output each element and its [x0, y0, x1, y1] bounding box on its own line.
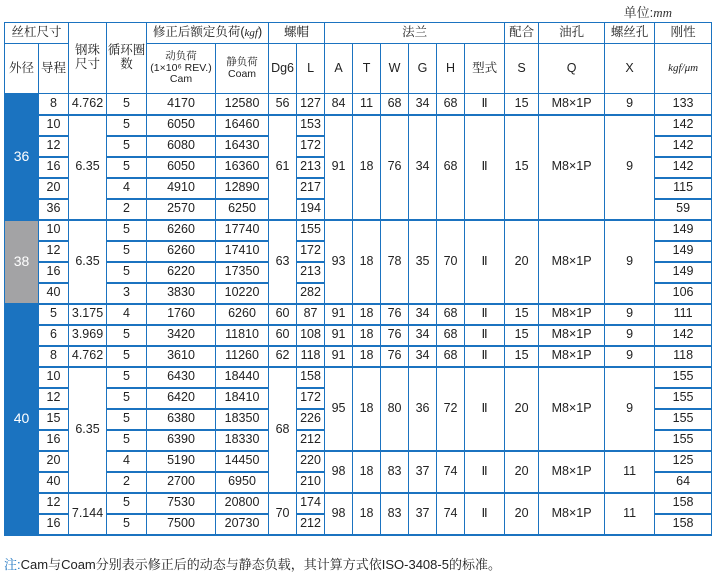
coam-cell: 20730 — [216, 514, 269, 535]
circuits-cell: 5 — [107, 157, 147, 178]
table-row — [5, 220, 712, 241]
lead-cell: 12 — [39, 493, 69, 514]
A-cell: 91 — [325, 346, 353, 367]
circuits-cell: 5 — [107, 430, 147, 451]
table-row — [5, 493, 712, 514]
L-cell: 155 — [297, 220, 325, 241]
lead-cell: 15 — [39, 409, 69, 430]
cam-cell: 7530 — [147, 493, 216, 514]
W-cell: 78 — [381, 220, 409, 304]
L-cell: 220 — [297, 451, 325, 472]
type-cell: Ⅱ — [465, 94, 505, 115]
Q-cell: M8×1P — [539, 346, 605, 367]
type-cell: Ⅱ — [465, 304, 505, 325]
coam-cell: 16460 — [216, 115, 269, 136]
H-cell: 68 — [437, 304, 465, 325]
X-cell: 9 — [605, 220, 655, 304]
dg6-cell: 61 — [269, 115, 297, 220]
header-T: T — [353, 44, 381, 94]
lead-cell: 10 — [39, 115, 69, 136]
coam-cell: 17350 — [216, 262, 269, 283]
header-W: W — [381, 44, 409, 94]
circuits-cell: 5 — [107, 220, 147, 241]
type-cell: Ⅱ — [465, 346, 505, 367]
A-cell: 95 — [325, 367, 353, 451]
outer-dia-cell: 40 — [5, 304, 39, 535]
coam-cell: 14450 — [216, 451, 269, 472]
L-cell: 210 — [297, 472, 325, 493]
S-cell: 15 — [505, 304, 539, 325]
header-X: X — [605, 44, 655, 94]
stiffness-cell: 155 — [655, 367, 712, 388]
header-flange: 法兰 — [325, 23, 505, 44]
header-lead: 导程 — [39, 44, 69, 94]
circuits-cell: 2 — [107, 199, 147, 220]
header-stiffness: 刚性 — [655, 23, 712, 44]
circuits-cell: 5 — [107, 346, 147, 367]
circuits-cell: 5 — [107, 136, 147, 157]
ball-cell: 3.969 — [69, 325, 107, 346]
table-row — [5, 304, 712, 325]
W-cell: 80 — [381, 367, 409, 451]
spec-table — [4, 22, 712, 536]
T-cell: 18 — [353, 220, 381, 304]
X-cell: 9 — [605, 325, 655, 346]
H-cell: 70 — [437, 220, 465, 304]
cam-cell: 6080 — [147, 136, 216, 157]
ball-cell: 6.35 — [69, 367, 107, 493]
header-S: S — [505, 44, 539, 94]
L-cell: 217 — [297, 178, 325, 199]
stiffness-cell: 115 — [655, 178, 712, 199]
Q-cell: M8×1P — [539, 304, 605, 325]
cam-cell: 3420 — [147, 325, 216, 346]
coam-cell: 18330 — [216, 430, 269, 451]
W-cell: 76 — [381, 115, 409, 220]
stiffness-cell: 59 — [655, 199, 712, 220]
cam-cell: 1760 — [147, 304, 216, 325]
type-cell: Ⅱ — [465, 493, 505, 535]
dg6-cell: 63 — [269, 220, 297, 304]
T-cell: 18 — [353, 493, 381, 535]
L-cell: 282 — [297, 283, 325, 304]
cam-cell: 4910 — [147, 178, 216, 199]
ball-cell: 4.762 — [69, 94, 107, 115]
header-dg6: Dg6 — [269, 44, 297, 94]
T-cell: 18 — [353, 325, 381, 346]
L-cell: 87 — [297, 304, 325, 325]
cam-cell: 7500 — [147, 514, 216, 535]
H-cell: 68 — [437, 325, 465, 346]
stiffness-cell: 149 — [655, 262, 712, 283]
Q-cell: M8×1P — [539, 367, 605, 451]
T-cell: 11 — [353, 94, 381, 115]
coam-cell: 18410 — [216, 388, 269, 409]
cam-cell: 6260 — [147, 220, 216, 241]
cam-cell: 6380 — [147, 409, 216, 430]
table-row — [5, 346, 712, 367]
lead-cell: 16 — [39, 157, 69, 178]
circuits-cell: 5 — [107, 325, 147, 346]
S-cell: 20 — [505, 493, 539, 535]
cam-cell: 6220 — [147, 262, 216, 283]
circuits-cell: 4 — [107, 304, 147, 325]
stiffness-cell: 106 — [655, 283, 712, 304]
stiffness-cell: 155 — [655, 388, 712, 409]
S-cell: 20 — [505, 451, 539, 493]
cam-cell: 6260 — [147, 241, 216, 262]
circuits-cell: 3 — [107, 283, 147, 304]
W-cell: 83 — [381, 451, 409, 493]
stiffness-cell: 142 — [655, 157, 712, 178]
cam-cell: 4170 — [147, 94, 216, 115]
table-row — [5, 451, 712, 472]
header-G: G — [409, 44, 437, 94]
lead-cell: 10 — [39, 367, 69, 388]
lead-cell: 20 — [39, 451, 69, 472]
X-cell: 9 — [605, 115, 655, 220]
table-row — [5, 115, 712, 136]
L-cell: 172 — [297, 136, 325, 157]
L-cell: 213 — [297, 157, 325, 178]
S-cell: 20 — [505, 220, 539, 304]
stiffness-cell: 149 — [655, 220, 712, 241]
circuits-cell: 5 — [107, 514, 147, 535]
header-outer-dia: 外径 — [5, 44, 39, 94]
stiffness-cell: 155 — [655, 430, 712, 451]
coam-cell: 12890 — [216, 178, 269, 199]
header-fit: 配合 — [505, 23, 539, 44]
L-cell: 158 — [297, 367, 325, 388]
X-cell: 11 — [605, 451, 655, 493]
outer-dia-cell: 38 — [5, 220, 39, 304]
dg6-cell: 60 — [269, 304, 297, 325]
W-cell: 76 — [381, 325, 409, 346]
ball-cell: 7.144 — [69, 493, 107, 535]
T-cell: 18 — [353, 346, 381, 367]
circuits-cell: 5 — [107, 409, 147, 430]
header-circuits: 循环圈数 — [107, 23, 147, 94]
lead-cell: 40 — [39, 283, 69, 304]
coam-cell: 11810 — [216, 325, 269, 346]
lead-cell: 40 — [39, 472, 69, 493]
circuits-cell: 5 — [107, 262, 147, 283]
cam-cell: 6050 — [147, 115, 216, 136]
cam-cell: 2700 — [147, 472, 216, 493]
W-cell: 76 — [381, 304, 409, 325]
type-cell: Ⅱ — [465, 325, 505, 346]
circuits-cell: 4 — [107, 178, 147, 199]
lead-cell: 10 — [39, 220, 69, 241]
circuits-cell: 5 — [107, 493, 147, 514]
table-row — [5, 325, 712, 346]
stiffness-cell: 111 — [655, 304, 712, 325]
W-cell: 76 — [381, 346, 409, 367]
cam-cell: 2570 — [147, 199, 216, 220]
A-cell: 91 — [325, 304, 353, 325]
Q-cell: M8×1P — [539, 94, 605, 115]
circuits-cell: 5 — [107, 115, 147, 136]
T-cell: 18 — [353, 304, 381, 325]
H-cell: 68 — [437, 346, 465, 367]
A-cell: 98 — [325, 451, 353, 493]
stiffness-cell: 155 — [655, 409, 712, 430]
cam-cell: 6420 — [147, 388, 216, 409]
header-nut: 螺帽 — [269, 23, 325, 44]
type-cell: Ⅱ — [465, 367, 505, 451]
stiffness-cell: 158 — [655, 493, 712, 514]
Q-cell: M8×1P — [539, 493, 605, 535]
lead-cell: 8 — [39, 346, 69, 367]
header-lead-screw: 丝杠尺寸 — [5, 23, 69, 44]
stiffness-cell: 158 — [655, 514, 712, 535]
dg6-cell: 68 — [269, 367, 297, 493]
dg6-cell: 62 — [269, 346, 297, 367]
X-cell: 9 — [605, 367, 655, 451]
stiffness-cell: 133 — [655, 94, 712, 115]
table-row — [5, 367, 712, 388]
T-cell: 18 — [353, 451, 381, 493]
header-L: L — [297, 44, 325, 94]
A-cell: 93 — [325, 220, 353, 304]
L-cell: 226 — [297, 409, 325, 430]
lead-cell: 16 — [39, 514, 69, 535]
header-load-rating: 修正后额定负荷(kgf) — [147, 23, 269, 44]
cam-cell: 3610 — [147, 346, 216, 367]
header-type: 型式 — [465, 44, 505, 94]
circuits-cell: 5 — [107, 241, 147, 262]
circuits-cell: 4 — [107, 451, 147, 472]
header-static-load: 静负荷 Coam — [216, 44, 269, 94]
X-cell: 11 — [605, 493, 655, 535]
X-cell: 9 — [605, 346, 655, 367]
lead-cell: 12 — [39, 388, 69, 409]
dg6-cell: 60 — [269, 325, 297, 346]
ball-cell: 6.35 — [69, 115, 107, 220]
L-cell: 108 — [297, 325, 325, 346]
circuits-cell: 5 — [107, 388, 147, 409]
dg6-cell: 70 — [269, 493, 297, 535]
circuits-cell: 5 — [107, 94, 147, 115]
coam-cell: 6250 — [216, 199, 269, 220]
header-H: H — [437, 44, 465, 94]
outer-dia-cell: 36 — [5, 94, 39, 220]
L-cell: 172 — [297, 388, 325, 409]
G-cell: 36 — [409, 367, 437, 451]
coam-cell: 12580 — [216, 94, 269, 115]
G-cell: 34 — [409, 94, 437, 115]
header-stiffness-unit: kgf/μm — [655, 44, 712, 94]
S-cell: 15 — [505, 346, 539, 367]
coam-cell: 11260 — [216, 346, 269, 367]
header-A: A — [325, 44, 353, 94]
lead-cell: 6 — [39, 325, 69, 346]
lead-cell: 16 — [39, 430, 69, 451]
A-cell: 91 — [325, 325, 353, 346]
W-cell: 83 — [381, 493, 409, 535]
type-cell: Ⅱ — [465, 115, 505, 220]
ball-cell: 3.175 — [69, 304, 107, 325]
L-cell: 213 — [297, 262, 325, 283]
L-cell: 127 — [297, 94, 325, 115]
coam-cell: 17740 — [216, 220, 269, 241]
G-cell: 37 — [409, 493, 437, 535]
L-cell: 194 — [297, 199, 325, 220]
X-cell: 9 — [605, 94, 655, 115]
T-cell: 18 — [353, 367, 381, 451]
G-cell: 35 — [409, 220, 437, 304]
lead-cell: 12 — [39, 241, 69, 262]
coam-cell: 16360 — [216, 157, 269, 178]
Q-cell: M8×1P — [539, 451, 605, 493]
lead-cell: 12 — [39, 136, 69, 157]
lead-cell: 36 — [39, 199, 69, 220]
table-row — [5, 94, 712, 115]
dg6-cell: 56 — [269, 94, 297, 115]
H-cell: 72 — [437, 367, 465, 451]
Q-cell: M8×1P — [539, 325, 605, 346]
stiffness-cell: 64 — [655, 472, 712, 493]
ball-cell: 6.35 — [69, 220, 107, 304]
lead-cell: 16 — [39, 262, 69, 283]
H-cell: 74 — [437, 493, 465, 535]
header-dynamic-load: 动负荷 (1×10⁶ REV.) Cam — [147, 44, 216, 94]
T-cell: 18 — [353, 115, 381, 220]
L-cell: 172 — [297, 241, 325, 262]
G-cell: 37 — [409, 451, 437, 493]
stiffness-cell: 142 — [655, 136, 712, 157]
A-cell: 98 — [325, 493, 353, 535]
W-cell: 68 — [381, 94, 409, 115]
lead-cell: 20 — [39, 178, 69, 199]
Q-cell: M8×1P — [539, 220, 605, 304]
coam-cell: 18350 — [216, 409, 269, 430]
Q-cell: M8×1P — [539, 115, 605, 220]
coam-cell: 16430 — [216, 136, 269, 157]
type-cell: Ⅱ — [465, 220, 505, 304]
G-cell: 34 — [409, 304, 437, 325]
coam-cell: 6260 — [216, 304, 269, 325]
S-cell: 15 — [505, 115, 539, 220]
X-cell: 9 — [605, 304, 655, 325]
S-cell: 20 — [505, 367, 539, 451]
cam-cell: 6050 — [147, 157, 216, 178]
G-cell: 34 — [409, 325, 437, 346]
S-cell: 15 — [505, 325, 539, 346]
stiffness-cell: 125 — [655, 451, 712, 472]
cam-cell: 6430 — [147, 367, 216, 388]
L-cell: 212 — [297, 430, 325, 451]
stiffness-cell: 149 — [655, 241, 712, 262]
lead-cell: 8 — [39, 94, 69, 115]
coam-cell: 18440 — [216, 367, 269, 388]
coam-cell: 10220 — [216, 283, 269, 304]
coam-cell: 6950 — [216, 472, 269, 493]
cam-cell: 3830 — [147, 283, 216, 304]
coam-cell: 20800 — [216, 493, 269, 514]
circuits-cell: 2 — [107, 472, 147, 493]
circuits-cell: 5 — [107, 367, 147, 388]
stiffness-cell: 118 — [655, 346, 712, 367]
H-cell: 74 — [437, 451, 465, 493]
type-cell: Ⅱ — [465, 451, 505, 493]
A-cell: 91 — [325, 115, 353, 220]
L-cell: 118 — [297, 346, 325, 367]
L-cell: 212 — [297, 514, 325, 535]
footnote: 注:Cam与Coam分别表示修正后的动态与静态负载，其计算方式依ISO-3408-5的标准。 — [4, 557, 501, 572]
ball-cell: 4.762 — [69, 346, 107, 367]
A-cell: 84 — [325, 94, 353, 115]
lead-cell: 5 — [39, 304, 69, 325]
stiffness-cell: 142 — [655, 115, 712, 136]
S-cell: 15 — [505, 94, 539, 115]
cam-cell: 5190 — [147, 451, 216, 472]
header-Q: Q — [539, 44, 605, 94]
header-ball-dia: 钢珠尺寸 — [69, 23, 107, 94]
stiffness-cell: 142 — [655, 325, 712, 346]
H-cell: 68 — [437, 94, 465, 115]
H-cell: 68 — [437, 115, 465, 220]
coam-cell: 17410 — [216, 241, 269, 262]
header-oil-hole: 油孔 — [539, 23, 605, 44]
G-cell: 34 — [409, 346, 437, 367]
header-bolt-hole: 螺丝孔 — [605, 23, 655, 44]
cam-cell: 6390 — [147, 430, 216, 451]
L-cell: 153 — [297, 115, 325, 136]
G-cell: 34 — [409, 115, 437, 220]
unit-label: 单位:mm — [623, 5, 672, 20]
L-cell: 174 — [297, 493, 325, 514]
